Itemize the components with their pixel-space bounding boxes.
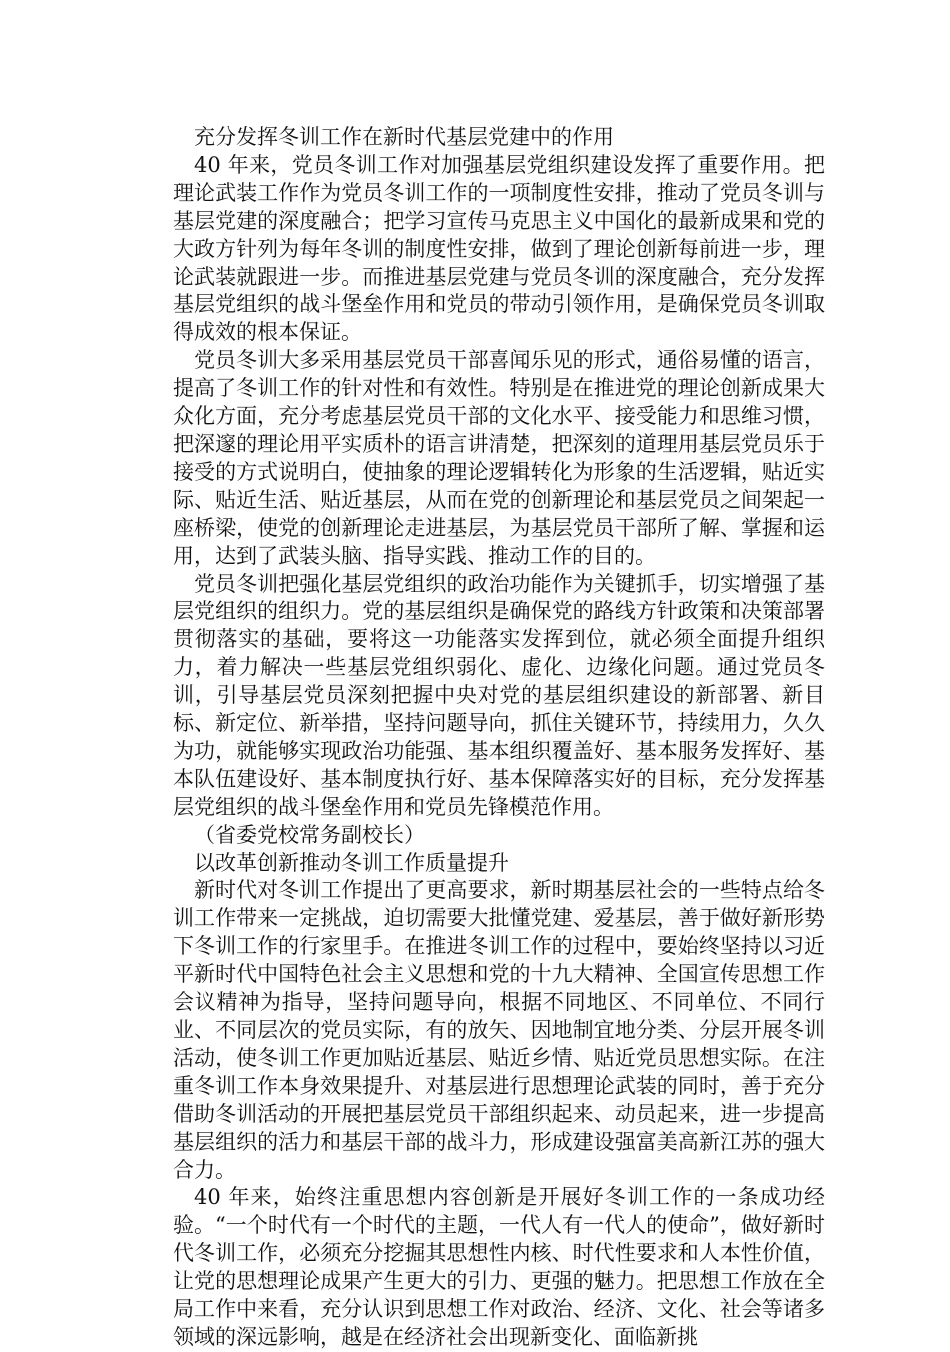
paragraph: 党员冬训把强化基层党组织的政治功能作为关键抓手，切实增强了基层党组织的组织力。党的基层组织是确保党的路线方针政策和决策部署贯彻落实的基础，要将这一功能落实发挥到位，就必须全面提升组织力，着力解决一些基层党组织弱化、虚化、边缘化问题。通过党员冬训，引导基层党员深刻把握中央对党的基层组织建设的新部署、新目标、新定位、新举措，坚持问题导向，抓住关键环节，持续用力，久久为功，就能够实现政治功能强、基本组织覆盖好、基本服务发挥好、基本队伍建设好、基本制度执行好、基本保障落实好的目标，充分发挥基层党组织的战斗堡垒作用和党员先锋模范作用。 — [173, 571, 825, 819]
section-title: 充分发挥冬训工作在新时代基层党建中的作用 — [194, 125, 614, 149]
paragraph: 40 年来，党员冬训工作对加强基层党组织建设发挥了重要作用。把理论武装工作作为党员冬训工作的一项制度性安排，推动了党员冬训与基层党建的深度融合；把学习宣传马克思主义中国化的最新成果和党的大政方针列为每年冬训的制度性安排，做到了理论创新每前进一步，理论武装就跟进一步。而推进基层党建与党员冬训的深度融合，充分发挥基层党组织的战斗堡垒作用和党员的带动引领作用，是确保党员冬训取得成效的根本保证。 — [173, 152, 825, 345]
article-body — [173, 124, 825, 1352]
section-title: 以改革创新推动冬训工作质量提升 — [194, 850, 509, 875]
paragraph: 新时代对冬训工作提出了更高要求，新时期基层社会的一些特点给冬训工作带来一定挑战，迫切需要大批懂党建、爱基层，善于做好新形势下冬训工作的行家里手。在推进冬训工作的过程中，要始终坚持以习近平新时代中国特色社会主义思想和党的十九大精神、全国宣传思想工作会议精神为指导，坚持问题导向，根据不同地区、不同单位、不同行业、不同层次的党员实际，有的放矢、因地制宜地分类、分层开展冬训活动，使冬训工作更加贴近基层、贴近乡情、贴近党员思想实际。在注重冬训工作本身效果提升、对基层进行思想理论武装的同时，善于充分借助冬训活动的开展把基层党员干部组织起来、动员起来，进一步提高基层组织的活力和基层干部的战斗力，形成建设强富美高新江苏的强大合力。 — [173, 878, 825, 1182]
author-note: （省委党校常务副校长） — [194, 822, 425, 847]
paragraph: 党员冬训大多采用基层党员干部喜闻乐见的形式，通俗易懂的语言，提高了冬训工作的针对性和有效性。特别是在推进党的理论创新成果大众化方面，充分考虑基层党员干部的文化水平、接受能力和思维习惯，把深邃的理论用平实质朴的语言讲清楚，把深刻的道理用基层党员乐于接受的方式说明白，使抽象的理论逻辑转化为形象的生活逻辑，贴近实际、贴近生活、贴近基层，从而在党的创新理论和基层党员之间架起一座桥梁，使党的创新理论走进基层，为基层党员干部所了解、掌握和运用，达到了武装头脑、指导实践、推动工作的目的。 — [173, 348, 825, 568]
paragraph: 40 年来，始终注重思想内容创新是开展好冬训工作的一条成功经验。“一个时代有一个时代的主题，一代人有一代人的使命”，做好新时代冬训工作，必须充分挖掘其思想性内核、时代性要求和人本性价值，让党的思想理论成果产生更大的引力、更强的魅力。把思想工作放在全局工作中来看，充分认识到思想工作对政治、经济、文化、社会等诸多领域的深远影响，越是在经济社会出现新变化、面临新挑 — [173, 1185, 825, 1349]
